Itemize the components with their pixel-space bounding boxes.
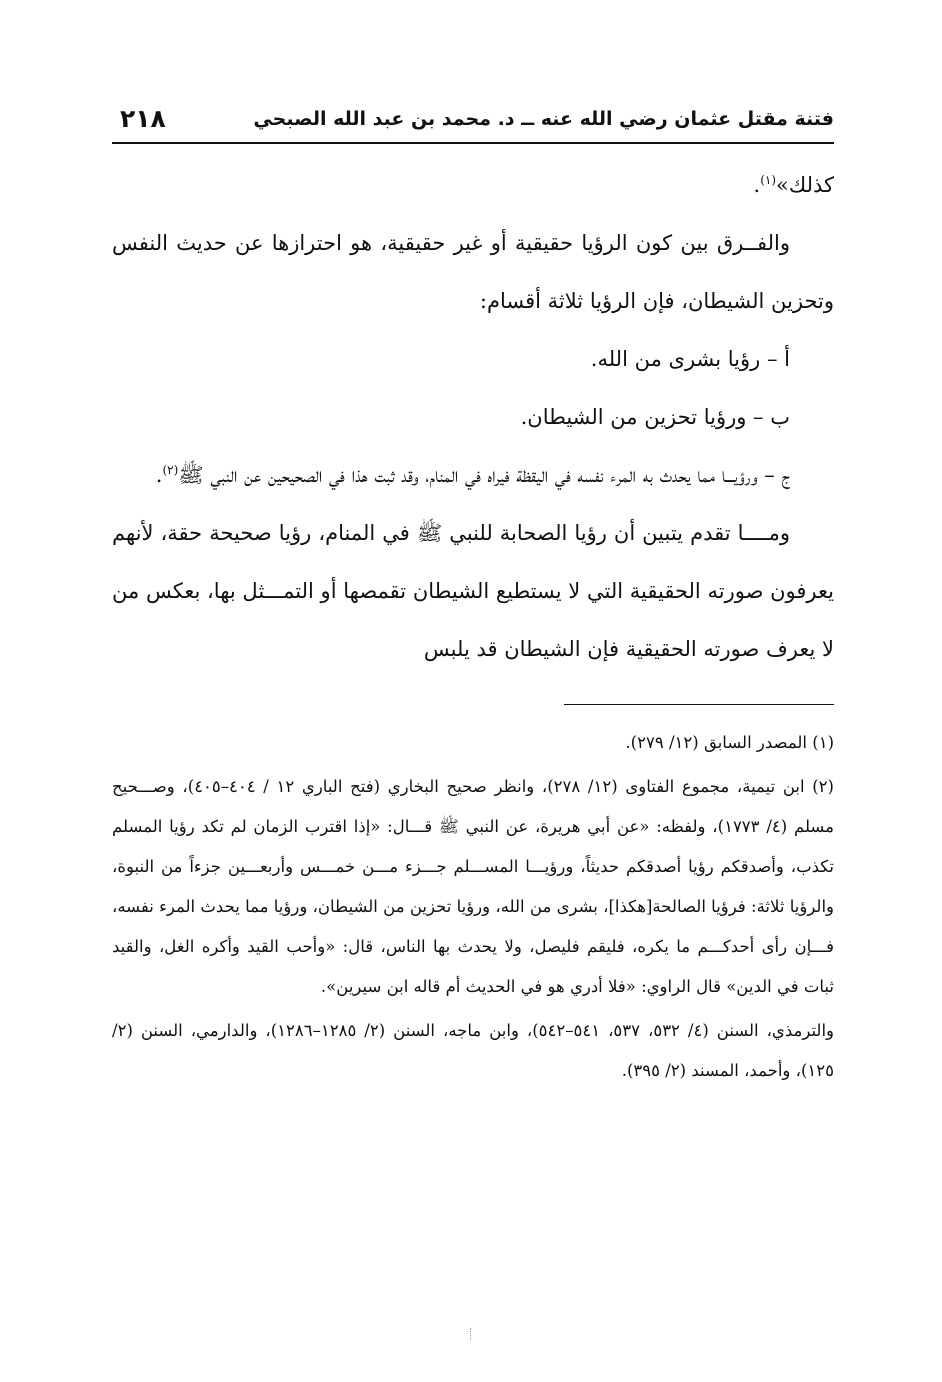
running-header bbox=[112, 100, 834, 144]
continued-period: . bbox=[753, 173, 761, 197]
page-number: ٢١٨ bbox=[120, 104, 166, 133]
book-page bbox=[112, 100, 834, 1095]
header-title: فتنة مقتل عثمان رضي الله عنه ــ د. محمد بن عبد الله الصبحي bbox=[253, 108, 834, 130]
footnote-separator bbox=[564, 704, 834, 705]
list-item-a: أ – رؤيا بشرى من الله. bbox=[590, 347, 790, 371]
paragraph-2: ومــــا تقدم يتبين أن رؤيا الصحابة للنبي ﷺ في المنام، رؤيا صحيحة حقة، لأنهم يعرفون صورته الحقيقية التي لا يستطيع الشيطان تقمصها أو التمـــثل بها، بعكس من لا يعرف صورته الحقيقية فإن الشيطان قد يلبس bbox=[112, 521, 834, 661]
list-item-c-period: . bbox=[155, 463, 163, 487]
continued-text: كذلك» bbox=[776, 173, 834, 197]
footnote-2: (٢) ابن تيمية، مجموع الفتاوى (١٢/ ٢٧٨)، وانظر صحيح البخاري (فتح الباري ١٢ / ٤٠٤–٤٠٥)، وصـــحيح مسلم (٤/ ١٧٧٣)، ولفظه: «عن أبي هريرة، عن النبي ﷺ قـــال: «إذا اقترب الزمان لم تكد رؤيا المسلم تكذب، وأصدقكم رؤيا أصدقكم حديثاً، ورؤيـــا المســـلم جـــزء مـــن خمـــس وأربعـــين جزءاً من النبوة، والرؤيا ثلاثة: فرؤيا الصالحة[هكذا]، بشرى من الله، ورؤيا تحزين من الشيطان، ورؤيا مما يحدث المرء نفسه، فـــإن رأى أحدكـــم ما يكره، فليقم فليصل، ولا يحدث بها الناس، قال: «وأحب القيد وأكره الغل، والقيد ثبات في الدين» قال الراوي: «فلا أدري هو في الحديث أم قاله ابن سيرين». bbox=[112, 777, 834, 996]
list-item-b: ب – ورؤيا تحزين من الشيطان. bbox=[520, 405, 790, 429]
list-item-c-text: ج – ورؤيـــا مما يحدث به المرء نفسه في اليقظة فيراه في المنام، وقد ثبت هذا في الصحيحين عن النبي ﷺ bbox=[178, 463, 790, 487]
paragraph-1: والفــرق بين كون الرؤيا حقيقية أو غير حقيقية، هو احترازها عن حديث النفس وتحزين الشيطان، فإن الرؤيا ثلاثة أقسام: bbox=[112, 231, 834, 313]
main-text bbox=[112, 156, 834, 678]
footnote-1: (١) المصدر السابق (١٢/ ٢٧٩). bbox=[625, 733, 834, 752]
list-item-c bbox=[112, 446, 834, 504]
footnote-2-continuation: والترمذي، السنن (٤/ ٥٣٢، ٥٣٧، ٥٤١–٥٤٢)، وابن ماجه، السنن (٢/ ١٢٨٥–١٢٨٦)، والدارمي، السنن (٢/ ١٢٥)، وأحمد، المسند (٢/ ٣٩٥). bbox=[112, 1021, 835, 1080]
page-center-mark bbox=[470, 1328, 475, 1340]
footnote-ref-2: (٢) bbox=[162, 463, 179, 477]
footnote-ref-1: (١) bbox=[760, 173, 777, 187]
continued-line bbox=[112, 156, 834, 214]
footnotes bbox=[112, 723, 834, 1091]
